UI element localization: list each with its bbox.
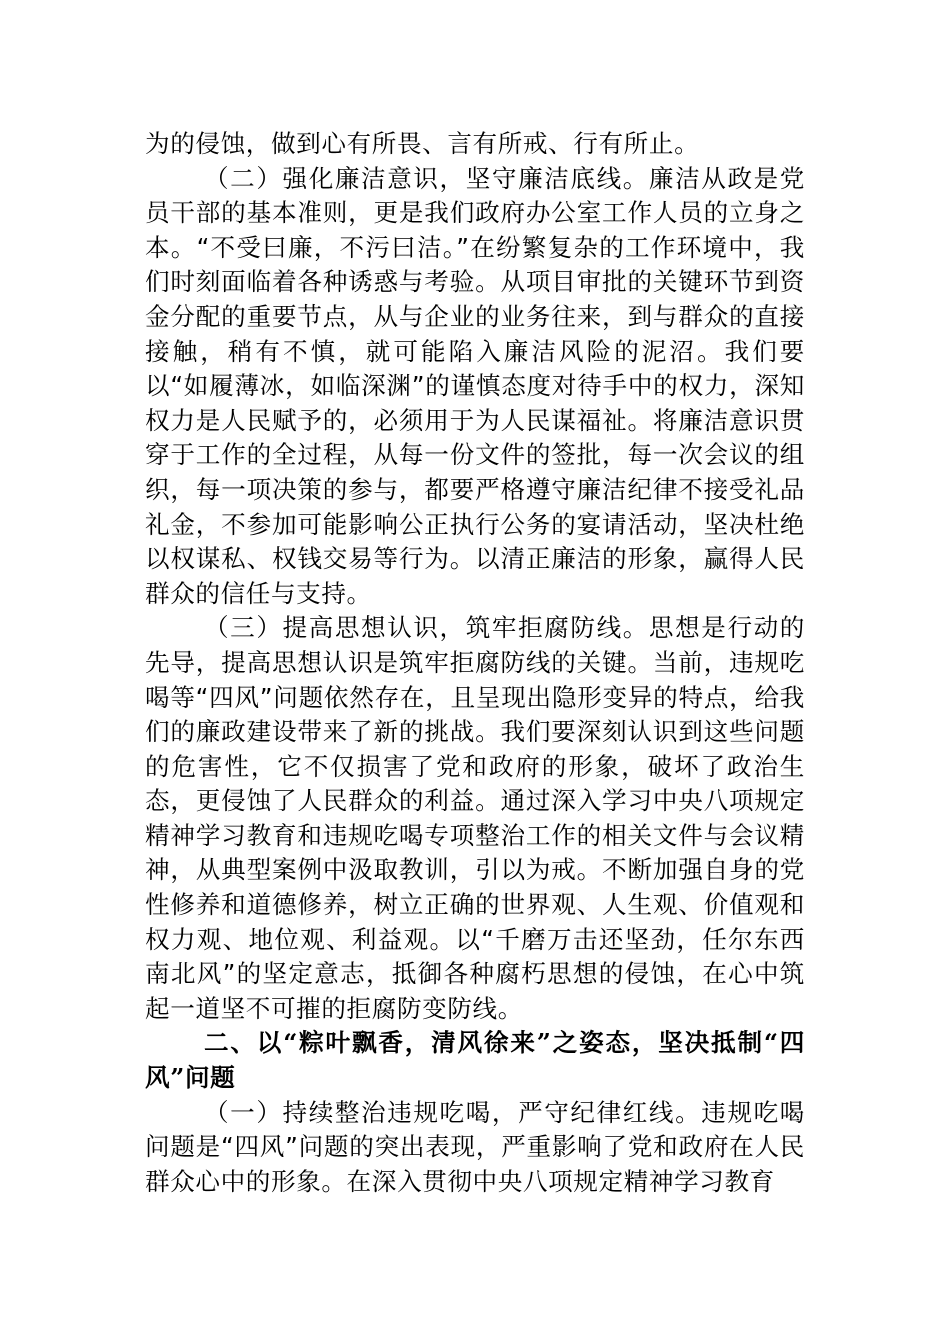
paragraph-subsection-1: （一）持续整治违规吃喝，严守纪律红线。违规吃喝问题是“四风”问题的突出表现，严重影响了党和政府在人民群众心中的形象。在深入贯彻中央八项规定精神学习教育 [145,1097,805,1196]
paragraph-section-2: （二）强化廉洁意识，坚守廉洁底线。廉洁从政是党员干部的基本准则，更是我们政府办公室工作人员的立身之本。“不受曰廉，不污曰洁。”在纷繁复杂的工作环境中，我们时刻面临着各种诱惑与考验。从项目审批的关键环节到资金分配的重要节点，从与企业的业务往来，到与群众的直接接触，稍有不慎，就可能陷入廉洁风险的泥沼。我们要以“如履薄冰，如临深渊”的谨慎态度对待手中的权力，深知权力是人民赋予的，必须用于为人民谋福祉。将廉洁意识贯穿于工作的全过程，从每一份文件的签批，每一次会议的组织，每一项决策的参与，都要严格遵守廉洁纪律不接受礼品礼金，不参加可能影响公正执行公务的宴请活动，坚决杜绝以权谋私、权钱交易等行为。以清正廉洁的形象，赢得人民群众的信任与支持。 [145,163,805,608]
document-body [145,127,805,1199]
paragraph-section-3: （三）提高思想认识，筑牢拒腐防线。思想是行动的先导，提高思想认识是筑牢拒腐防线的关键。当前，违规吃喝等“四风”问题依然存在，且呈现出隐形变异的特点，给我们的廉政建设带来了新的挑战。我们要深刻认识到这些问题的危害性，它不仅损害了党和政府的形象，破坏了政治生态，更侵蚀了人民群众的利益。通过深入学习中央八项规定精神学习教育和违规吃喝专项整治工作的相关文件与会议精神，从典型案例中汲取教训，引以为戒。不断加强自身的党性修养和道德修养，树立正确的世界观、人生观、价值观和权力观、地位观、利益观。以“千磨万击还坚劲，任尔东西南北风”的坚定意志，抵御各种腐朽思想的侵蚀，在心中筑起一道坚不可摧的拒腐防变防线。 [145,613,805,1023]
paragraph-continuation: 为的侵蚀，做到心有所畏、言有所戒、行有所止。 [145,129,700,158]
section-heading-2: 二、以“粽叶飘香，清风徐来”之姿态，坚决抵制“四风”问题 [145,1028,805,1093]
